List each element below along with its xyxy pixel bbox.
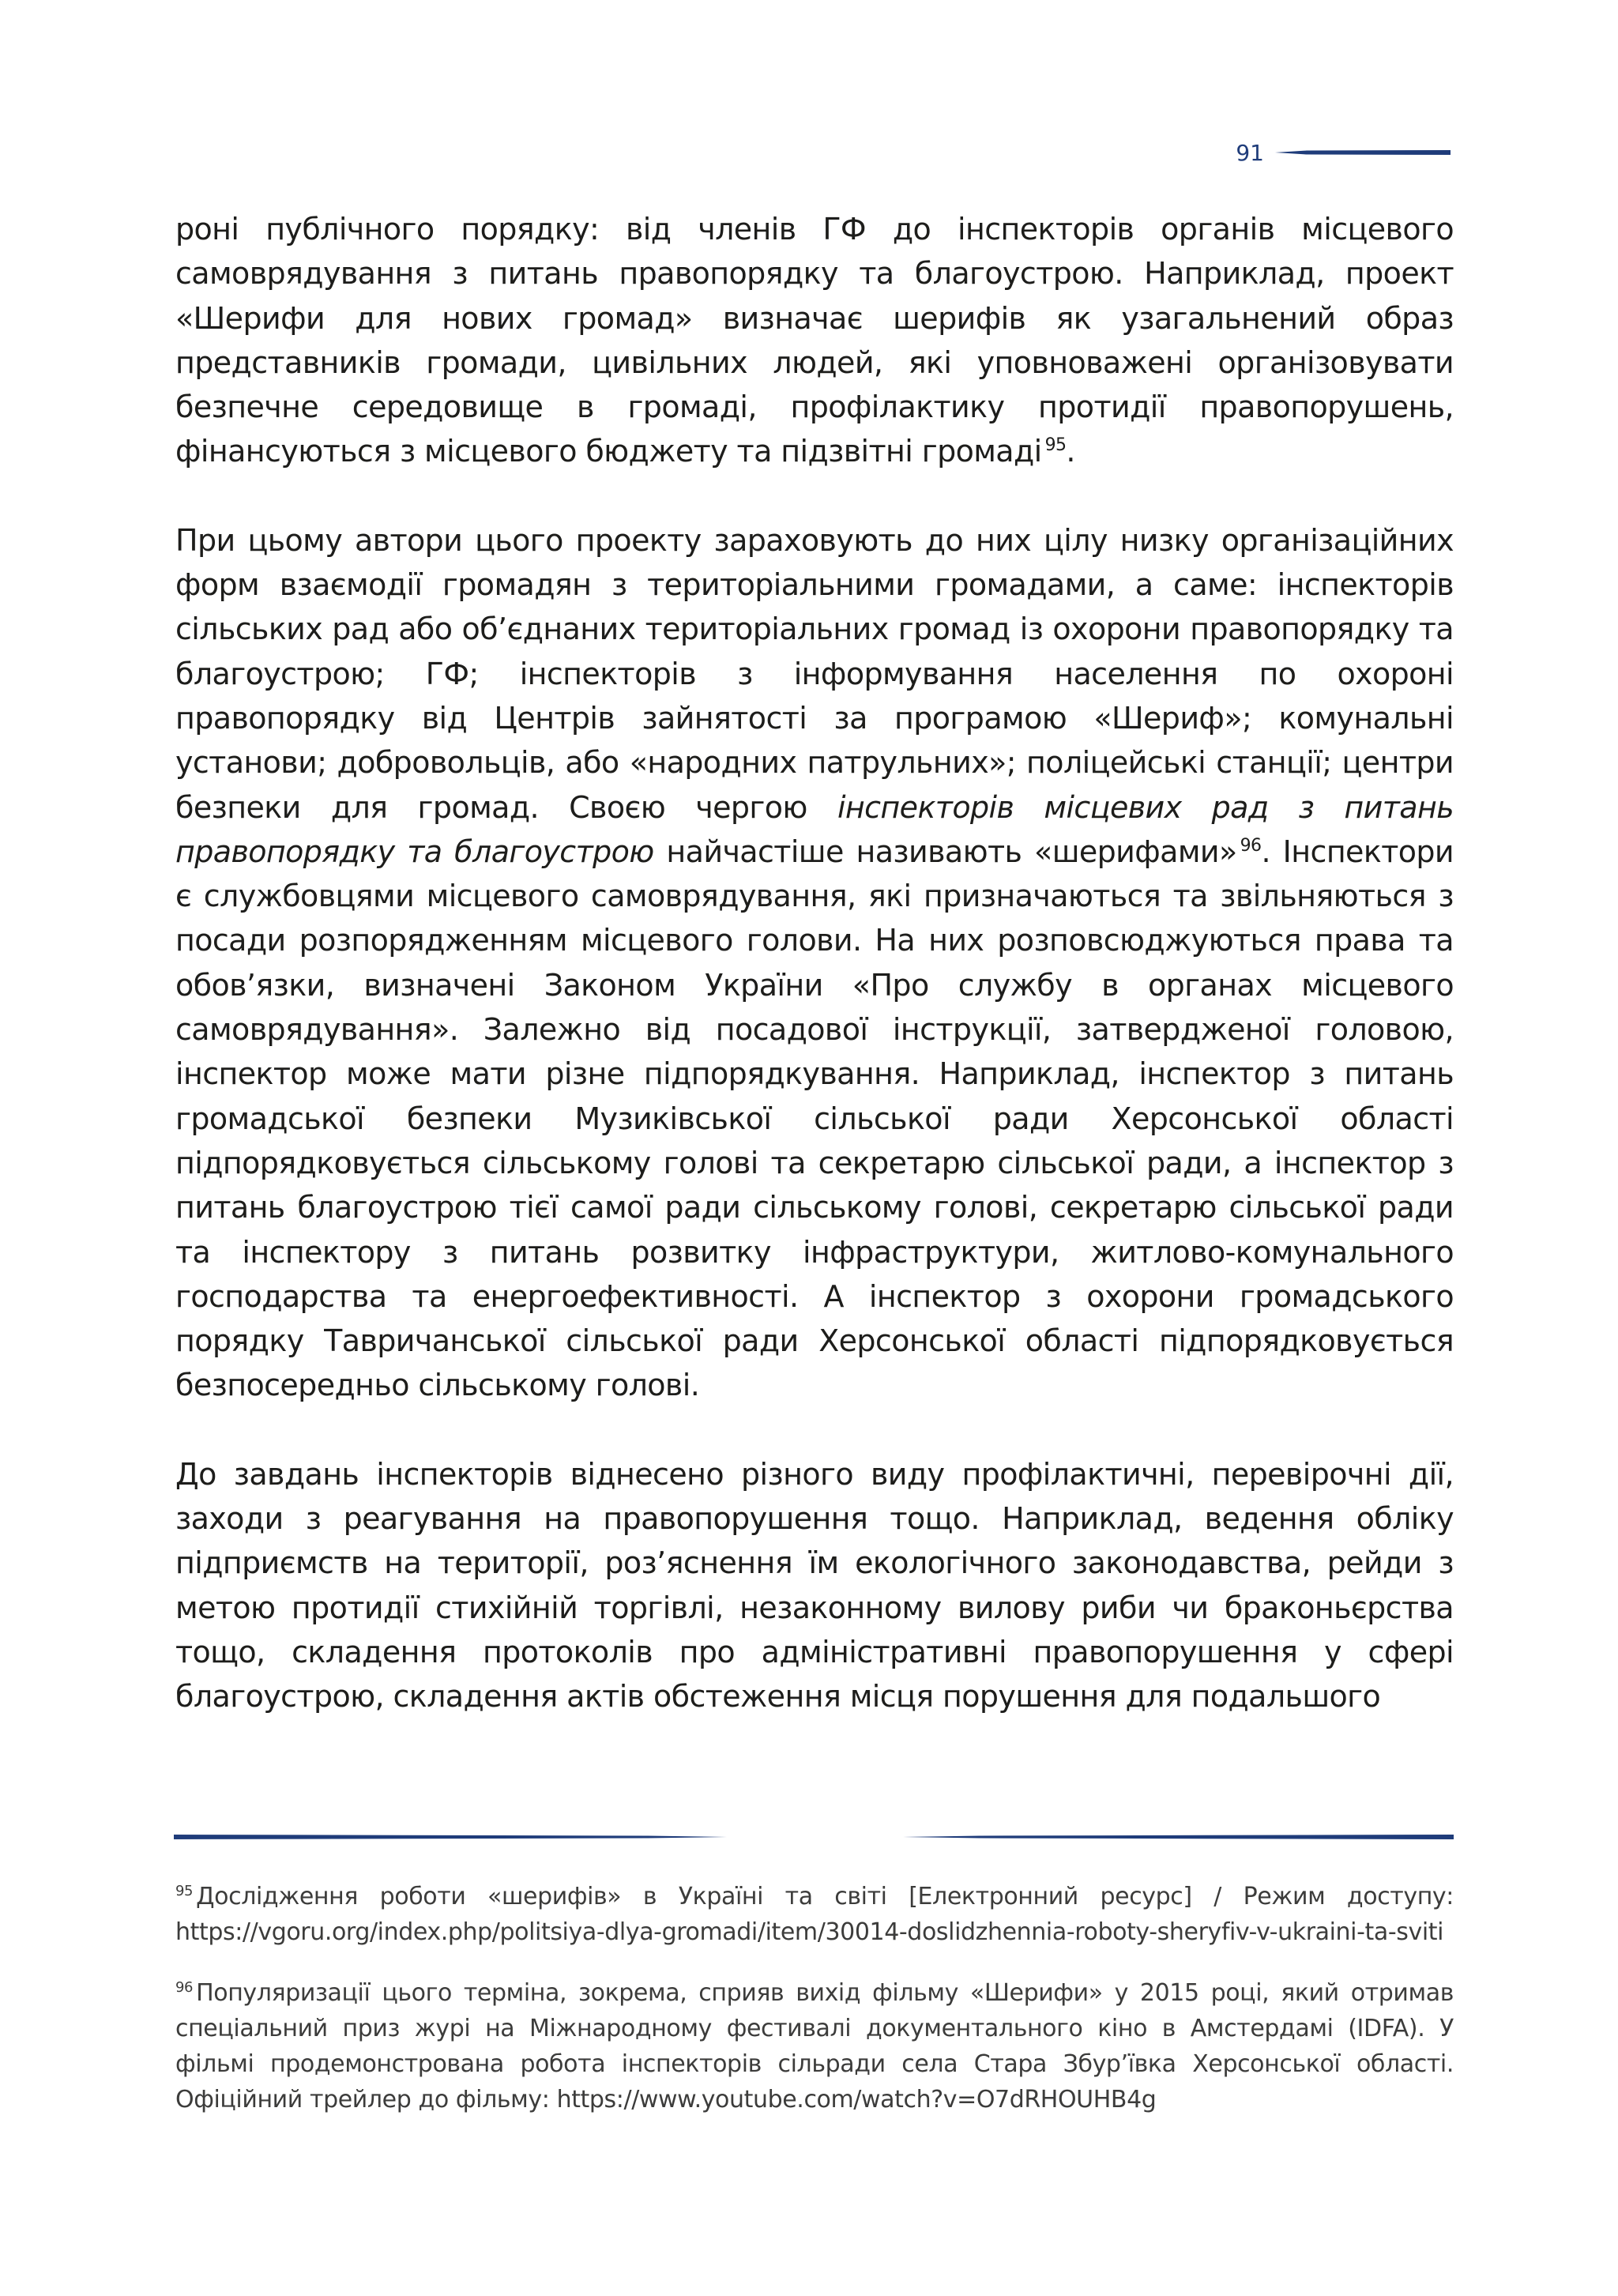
paragraph-2-text-after-italic: найчастіше називають «шерифами»: [653, 834, 1237, 869]
footnote-text: Дослідження роботи «шерифів» в Україні та світі [Електронний ресурс] / Режим доступу: https://vgoru.org/index.php/politsiya-dlya-gromadi/item/30014-doslidzhennia-roboty-sheryfiv-v-ukraini-ta-sviti: [175, 1883, 1454, 1946]
footnote-separator: [174, 1831, 1454, 1842]
footnotes: [175, 1879, 1454, 2143]
footnote-number: 96: [175, 1979, 194, 1996]
paragraph-1-tail: .: [1066, 434, 1075, 469]
paragraph-3-text: До завдань інспекторів віднесено різного виду профілактичні, перевірочні дії, заходи з реагування на правопорушення тощо. Наприклад, ведення обліку підприємств на території, роз’яснення їм екологічного законодавства, рейди з метою протидії стихійній торгівлі, незаконному вилову риби чи браконьєрства тощо, складення протоколів про адміністративні правопорушення у сфері благоустрою, складення актів обстеження місця порушення для подальшого: [175, 1456, 1454, 1714]
paragraph-2-tail: . Інспектори є службовцями місцевого самоврядування, які призначаються та звільняються з посади розпорядженням місцевого голови. На них розповсюджуються права та обов’язки, визначені Законом України «Про службу в органах місцевого самоврядування». Залежно від посадової інструкції, затвердженої головою, інспектор може мати різне підпорядкування. Наприклад, інспектор з питань громадської безпеки Музиківської сільської ради Херсонської області підпорядковується сільському голові та секретарю сільської ради, а інспектор з питань благоустрою тієї самої ради сільському голові, секретарю сільської ради та інспектору з питань розвитку інфраструктури, житлово-комунального господарства та енергоефективності. А інспектор з охорони громадського порядку Тавричанської сільської ради Херсонської області підпорядковується безпосередньо сільському голові.: [175, 834, 1454, 1403]
paragraph-3: [175, 1452, 1454, 1719]
footnote-96: [175, 1975, 1454, 2117]
footnote-ref-96: 96: [1240, 835, 1262, 856]
footnote-ref-95: 95: [1044, 435, 1067, 456]
footnote-number: 95: [175, 1883, 194, 1899]
paragraph-1-text: роні публічного порядку: від членів ГФ до інспекторів органів місцевого самоврядування з питань правопорядку та благоустрою. Наприклад, проект «Шерифи для нових громад» визначає шерифів як узагальнений образ представників громади, цивільних людей, які уповноважені організовувати безпечне середовище в громаді, профілактику протидії правопорушень, фінансуються з місцевого бюджету та підзвітні громаді: [175, 212, 1454, 469]
paragraph-2-italic-phrase: інспекторів місцевих рад з питань правопорядку та благоустрою: [175, 789, 1454, 869]
paragraph-2: [175, 518, 1454, 1408]
footnote-text: Популяризації цього терміна, зокрема, сприяв вихід фільму «Шерифи» у 2015 році, який отримав спеціальний приз журі на Міжнародному фестивалі документального кіно в Амстердамі (IDFA). У фільмі продемонстрована робота інспекторів сільради села Стара Збур’ївка Херсонської області. Офіційний трейлер до фільму: https://www.youtube.com/watch?v=O7dRHOUHB4g: [175, 1979, 1454, 2113]
page-number-rule: [1275, 149, 1451, 156]
page-number: 91: [1236, 140, 1264, 166]
paragraph-2-text: При цьому автори цього проекту зараховують до них цілу низку організаційних форм взаємодії громадян з територіальними громадами, а саме: інспекторів сільських рад або об’єднаних територіальних громад із охорони правопорядку та благоустрою; ГФ; інспекторів з інформування населення по охороні правопорядку від Центрів зайнятості за програмою «Шериф»; комунальні установи; добровольців, або «народних патрульних»; поліцейські станції; центри безпеки для громад. Своєю чергою: [175, 522, 1454, 825]
body-text: [175, 207, 1454, 1719]
footnote-95: [175, 1879, 1454, 1950]
paragraph-1: [175, 207, 1454, 474]
